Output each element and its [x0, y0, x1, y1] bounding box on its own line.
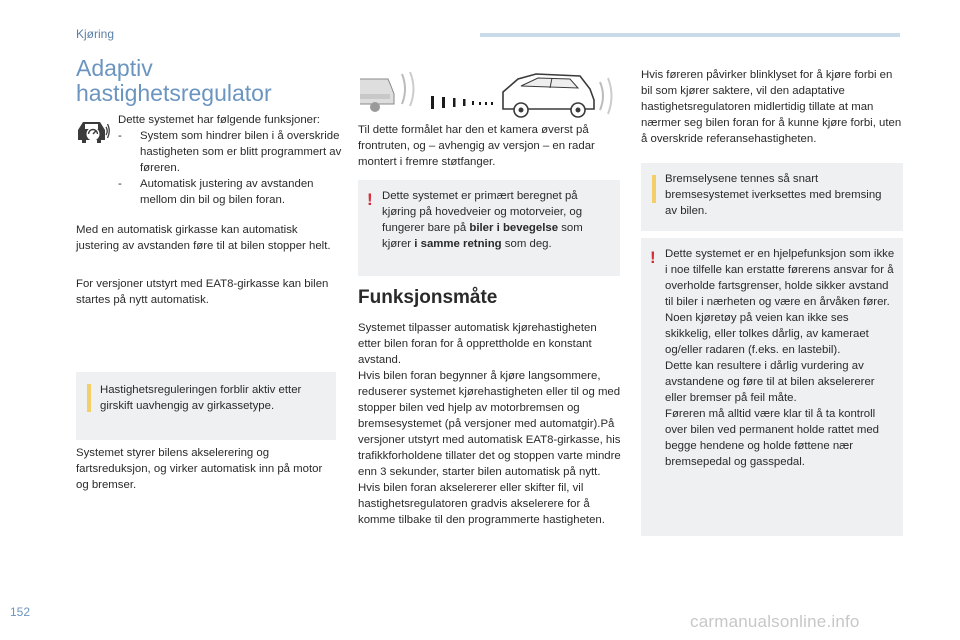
list-item-text: Automatisk justering av avstanden mellom din bil og bilen foran. [140, 178, 314, 206]
warning-icon: ! [367, 190, 373, 209]
section-label: Kjøring [76, 27, 115, 41]
list-dash: - [118, 130, 122, 142]
paragraph: Systemet tilpasser automatisk kjørehastigheten etter bilen foran for å opprettholde en konstant avstand. [358, 322, 597, 366]
list-item-text: System som hindrer bilen i å overskride hastigheten som er blitt programmert av føreren. [140, 130, 342, 174]
page-number: 152 [10, 605, 31, 619]
info-text: Bremselysene tennes så snart bremsesystemet iverksettes med bremsing av bilen. [665, 173, 882, 217]
paragraph: Med en automatisk girkasse kan automatisk justering av avstanden føre til at bilen stopper helt. [76, 224, 331, 252]
page-title-line-2: hastighetsregulator [76, 80, 272, 106]
functions-block [118, 112, 348, 208]
paragraph: Hvis bilen foran begynner å kjøre langsommere, reduserer systemet kjørehastigheten eller til og med stopper bilen ved hjelp av motorbremsen og bremsesystemet (på versjoner med automatgir).På versjoner utstyrt med automatisk EAT8-girkasse, his trafikkforholdene tillater det og stoppen varte mindre enn 3 sekunder, starter bilen automatisk på nytt. [358, 370, 621, 478]
paragraph: Systemet styrer bilens akselerering og fartsreduksjon, og virker automatisk inn på motor og bremser. [76, 447, 323, 491]
warning-text [665, 246, 897, 470]
section-heading: Funksjonsmåte [358, 287, 498, 308]
warning-icon: ! [650, 248, 656, 267]
list-item [118, 128, 348, 176]
watermark: carmanualsonline.info [690, 612, 860, 631]
paragraph: Hvis føreren påvirker blinklyset for å kjøre forbi en bil som kjører saktere, vil den adaptative hastighetsregulatoren midlertidig tillate at man nærmer seg bilen foran for å kunne kjøre forbi, uten å overskride referansehastigheten. [641, 69, 902, 145]
warning-panel [641, 238, 903, 536]
list-dash: - [118, 178, 122, 190]
warning-text-part: som deg. [501, 238, 552, 250]
warning-text-part: som kjører [382, 222, 583, 250]
paragraph: Hvis bilen foran akselererer eller skifter fil, vil hastighetsregulatoren gradvis akselerere for å komme tilbake til den programmerte hastigheten. [358, 482, 605, 526]
info-panel [641, 163, 903, 231]
warning-line: Føreren må alltid være klar til å ta kontroll over bilen ved permanent holde rattet med begge hendene og holde føttene nær bremsepedal og gasspedal. [665, 408, 880, 468]
info-marker [652, 175, 656, 203]
operation-text [358, 320, 622, 528]
header-bar [480, 33, 900, 37]
warning-line: Dette systemet er en hjelpefunksjon som ikke i noe tilfelle kan erstatte førerens ansvar for å overholde fartsgrenser, holde sikker avstand til biler i nærheten og være en årvåken fører. [665, 248, 895, 308]
functions-intro: Dette systemet har følgende funksjoner: [118, 114, 320, 126]
warning-panel [358, 180, 620, 276]
info-text: Hastighetsreguleringen forblir aktiv etter girskift uavhengig av girkassetype. [100, 384, 302, 412]
page-title-line-1: Adaptiv [76, 55, 153, 81]
warning-line: Noen kjøretøy på veien kan ikke ses skikkelig, eller tolkes dårlig, av kameraet og/eller radaren (f.eks. en lastebil). [665, 312, 869, 356]
warning-text [382, 188, 610, 252]
list-item [118, 176, 348, 208]
warning-emphasis: i samme retning [414, 238, 502, 250]
page-title [76, 56, 356, 106]
info-marker [87, 384, 91, 412]
info-panel [76, 372, 336, 440]
paragraph: For versjoner utstyrt med EAT8-girkasse kan bilen startes på nytt automatisk. [76, 278, 329, 306]
warning-text-part: Dette systemet er primært beregnet på kjøring på hovedveier og motorveier, og fungerer bare på [382, 190, 583, 234]
radar-car-illustration [358, 64, 620, 120]
warning-line: Dette kan resultere i dårlig vurdering av avstandene og føre til at bilen akselererer eller bremser på feil måte. [665, 360, 875, 404]
paragraph: Til dette formålet har den et kamera øverst på frontruten, og – avhengig av versjon – en radar montert i fremre støtfanger. [358, 124, 595, 168]
warning-emphasis: biler i bevegelse [469, 222, 559, 234]
adaptive-cruise-icon [76, 116, 110, 146]
